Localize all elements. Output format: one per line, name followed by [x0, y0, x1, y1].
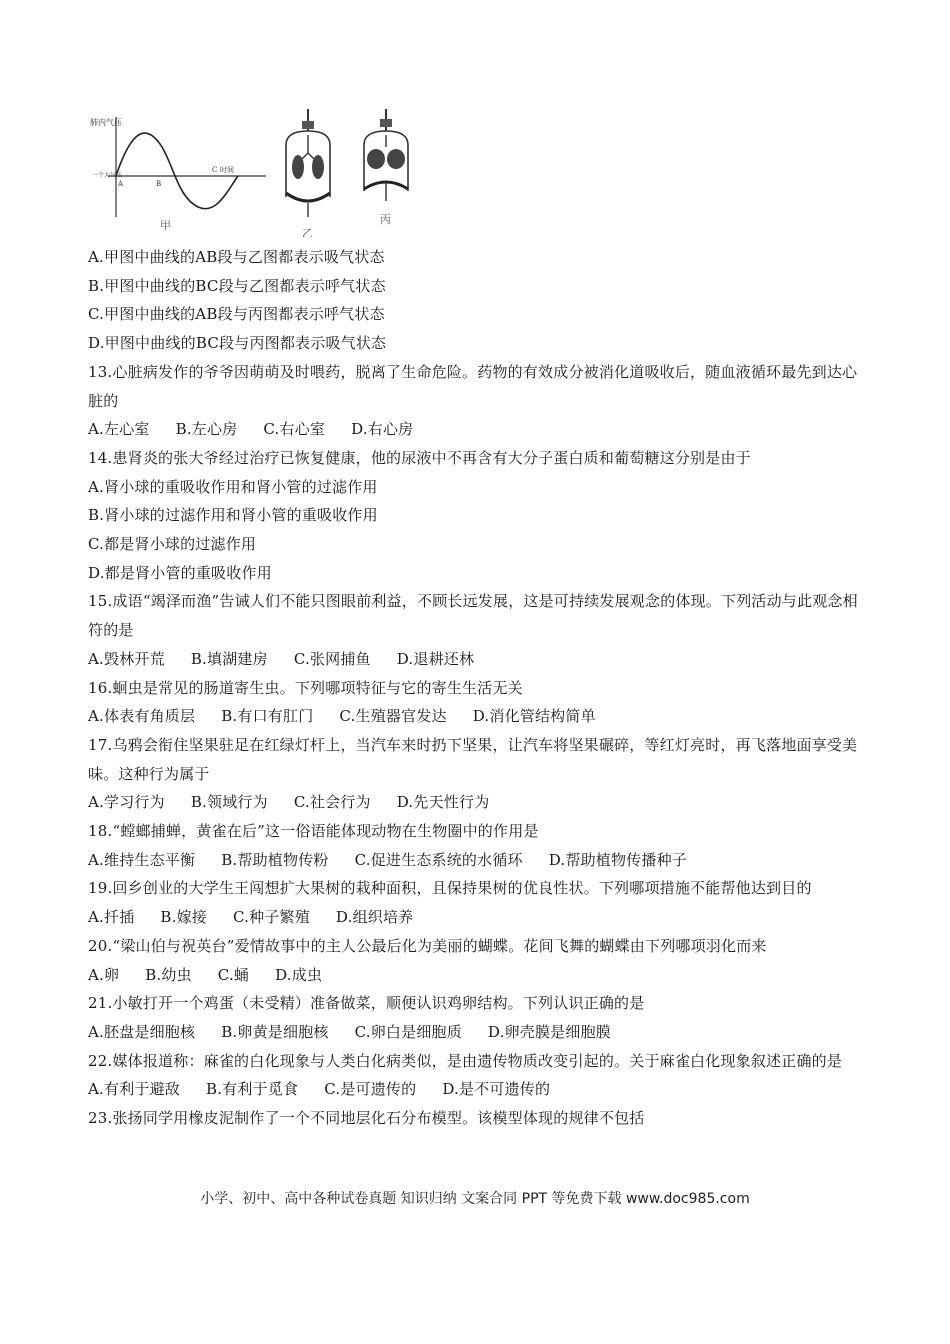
q15-option-d: D.退耕还林 [396, 649, 475, 668]
respiration-figure [88, 105, 428, 237]
q18-option-c: C.促进生态系统的水循环 [354, 850, 523, 869]
q15-option-a: A.毁林开荒 [88, 649, 165, 668]
bell-jar-yi [286, 109, 330, 237]
q20-option-b: B.幼虫 [145, 965, 192, 984]
q13-option-c: C.右心室 [263, 420, 326, 439]
q12-option-b: B.甲图中曲线的BC段与乙图都表示呼气状态 [88, 276, 386, 295]
q18-options [88, 846, 868, 875]
q19-options [88, 903, 868, 932]
graph-xlabel: 时间 [220, 166, 234, 174]
q15-option-c: C.张网捕鱼 [293, 649, 371, 668]
q15-stem: 15.成语“竭泽而渔”告诫人们不能只图眼前利益，不顾长远发展，这是可持续发展观念的体现。下列活动与此观念相符的是 [88, 592, 858, 640]
q17-options [88, 788, 868, 817]
q13-option-d: D.右心房 [351, 420, 414, 439]
q16-option-d: D.消化管结构简单 [472, 707, 596, 726]
panel-label-bing: 丙 [380, 213, 391, 226]
q16-option-b: B.有口有肛门 [221, 707, 314, 726]
q22-stem: 22.媒体报道称：麻雀的白化现象与人类白化病类似，是由遗传物质改变引起的。关于麻雀白化现象叙述正确的是 [88, 1051, 843, 1070]
respiration-diagram [88, 105, 428, 237]
q13-options [88, 415, 868, 444]
q13-option-a: A.左心室 [88, 420, 150, 439]
q19-option-a: A.扦插 [88, 908, 135, 927]
q16-option-c: C.生殖器官发达 [339, 707, 447, 726]
q20-option-c: C.蛹 [217, 965, 250, 984]
page-footer: 小学、初中、高中各种试卷真题 知识归纳 文案合同 PPT 等免费下载 www.doc985.com [200, 1191, 750, 1207]
q21-option-c: C.卵白是细胞质 [354, 1022, 462, 1041]
q17-option-d: D.先天性行为 [396, 793, 490, 812]
q16-option-a: A.体表有角质层 [88, 707, 196, 726]
q22-options [88, 1075, 868, 1104]
q19-option-d: D.组织培养 [335, 908, 414, 927]
q15-options [88, 645, 868, 674]
q21-options [88, 1018, 868, 1047]
q14-option-a: A.肾小球的重吸收作用和肾小管的过滤作用 [88, 477, 378, 496]
q18-stem: 18.“螳螂捕蝉，黄雀在后”这一俗语能体现动物在生物圈中的作用是 [88, 822, 539, 841]
q20-option-a: A.卵 [88, 965, 120, 984]
q17-option-b: B.领域行为 [190, 793, 268, 812]
q14-option-d: D.都是肾小管的重吸收作用 [88, 563, 272, 582]
q14-option-c: C.都是肾小球的过滤作用 [88, 535, 257, 554]
q21-option-d: D.卵壳膜是细胞膜 [487, 1022, 611, 1041]
graph-point-b: B [156, 180, 162, 188]
q20-option-d: D.成虫 [275, 965, 323, 984]
q21-option-b: B.卵黄是细胞核 [221, 1022, 329, 1041]
q21-stem: 21.小敏打开一个鸡蛋（未受精）准备做菜，顺便认识鸡卵结构。下列认识正确的是 [88, 994, 645, 1013]
q12-option-a: A.甲图中曲线的AB段与乙图都表示吸气状态 [88, 248, 385, 266]
panel-label-yi: 乙 [302, 227, 313, 237]
graph-ylabel: 肺内气压 [90, 118, 122, 127]
q19-stem: 19.回乡创业的大学生王闯想扩大果树的栽种面积，且保持果树的优良性状。下列哪项措施不能帮他达到目的 [88, 879, 812, 898]
q17-option-c: C.社会行为 [293, 793, 371, 812]
q22-option-d: D.是不可遗传的 [442, 1080, 551, 1099]
q22-option-c: C.是可遗传的 [324, 1080, 417, 1099]
graph-point-c: C [212, 166, 218, 174]
graph-baseline-label: 一个大气压 [92, 172, 123, 179]
q15-option-b: B.填湖建房 [190, 649, 268, 668]
q18-option-a: A.维持生态平衡 [88, 850, 196, 869]
q18-option-b: B.帮助植物传粉 [221, 850, 329, 869]
q17-stem: 17.乌鸦会衔住坚果驻足在红绿灯杆上，当汽车来时扔下坚果，让汽车将坚果碾碎，等红灯亮时，再飞落地面享受美味。这种行为属于 [88, 735, 858, 783]
q20-options [88, 961, 868, 990]
graph-jia [90, 117, 266, 232]
q19-option-c: C.种子繁殖 [233, 908, 310, 927]
q23-stem: 23.张扬同学用橡皮泥制作了一个不同地层化石分布模型。该模型体现的规律不包括 [88, 1109, 645, 1128]
q14-option-b: B.肾小球的过滤作用和肾小管的重吸收作用 [88, 506, 378, 525]
q22-option-b: B.有利于觅食 [206, 1080, 299, 1099]
q12-option-d: D.甲图中曲线的BC段与丙图都表示吸气状态 [88, 334, 387, 353]
q16-options [88, 702, 868, 731]
q13-stem: 13.心脏病发作的爷爷因萌萌及时喂药，脱离了生命危险。药物的有效成分被消化道吸收后，随血液循环最先到达心脏的 [88, 362, 858, 410]
q22-option-a: A.有利于避敌 [88, 1080, 181, 1099]
q14-stem: 14.患肾炎的张大爷经过治疗已恢复健康，他的尿液中不再含有大分子蛋白质和葡萄糖这分别是由于 [88, 448, 751, 467]
q20-stem: 20.“梁山伯与祝英台”爱情故事中的主人公最后化为美丽的蝴蝶。花间飞舞的蝴蝶由下列哪项羽化而来 [88, 936, 767, 955]
q21-option-a: A.胚盘是细胞核 [88, 1022, 196, 1041]
q12-option-c: C.甲图中曲线的AB段与丙图都表示呼气状态 [88, 305, 385, 324]
q18-option-d: D.帮助植物传播种子 [548, 850, 687, 869]
q17-option-a: A.学习行为 [88, 793, 165, 812]
panel-label-jia: 甲 [160, 219, 171, 232]
q13-option-b: B.左心房 [175, 420, 238, 439]
exam-page [88, 105, 868, 1133]
q19-option-b: B.嫁接 [160, 908, 207, 927]
q16-stem: 16.蛔虫是常见的肠道寄生虫。下列哪项特征与它的寄生生活无关 [88, 678, 523, 697]
graph-point-a: A [118, 180, 124, 188]
bell-jar-bing [364, 109, 408, 226]
